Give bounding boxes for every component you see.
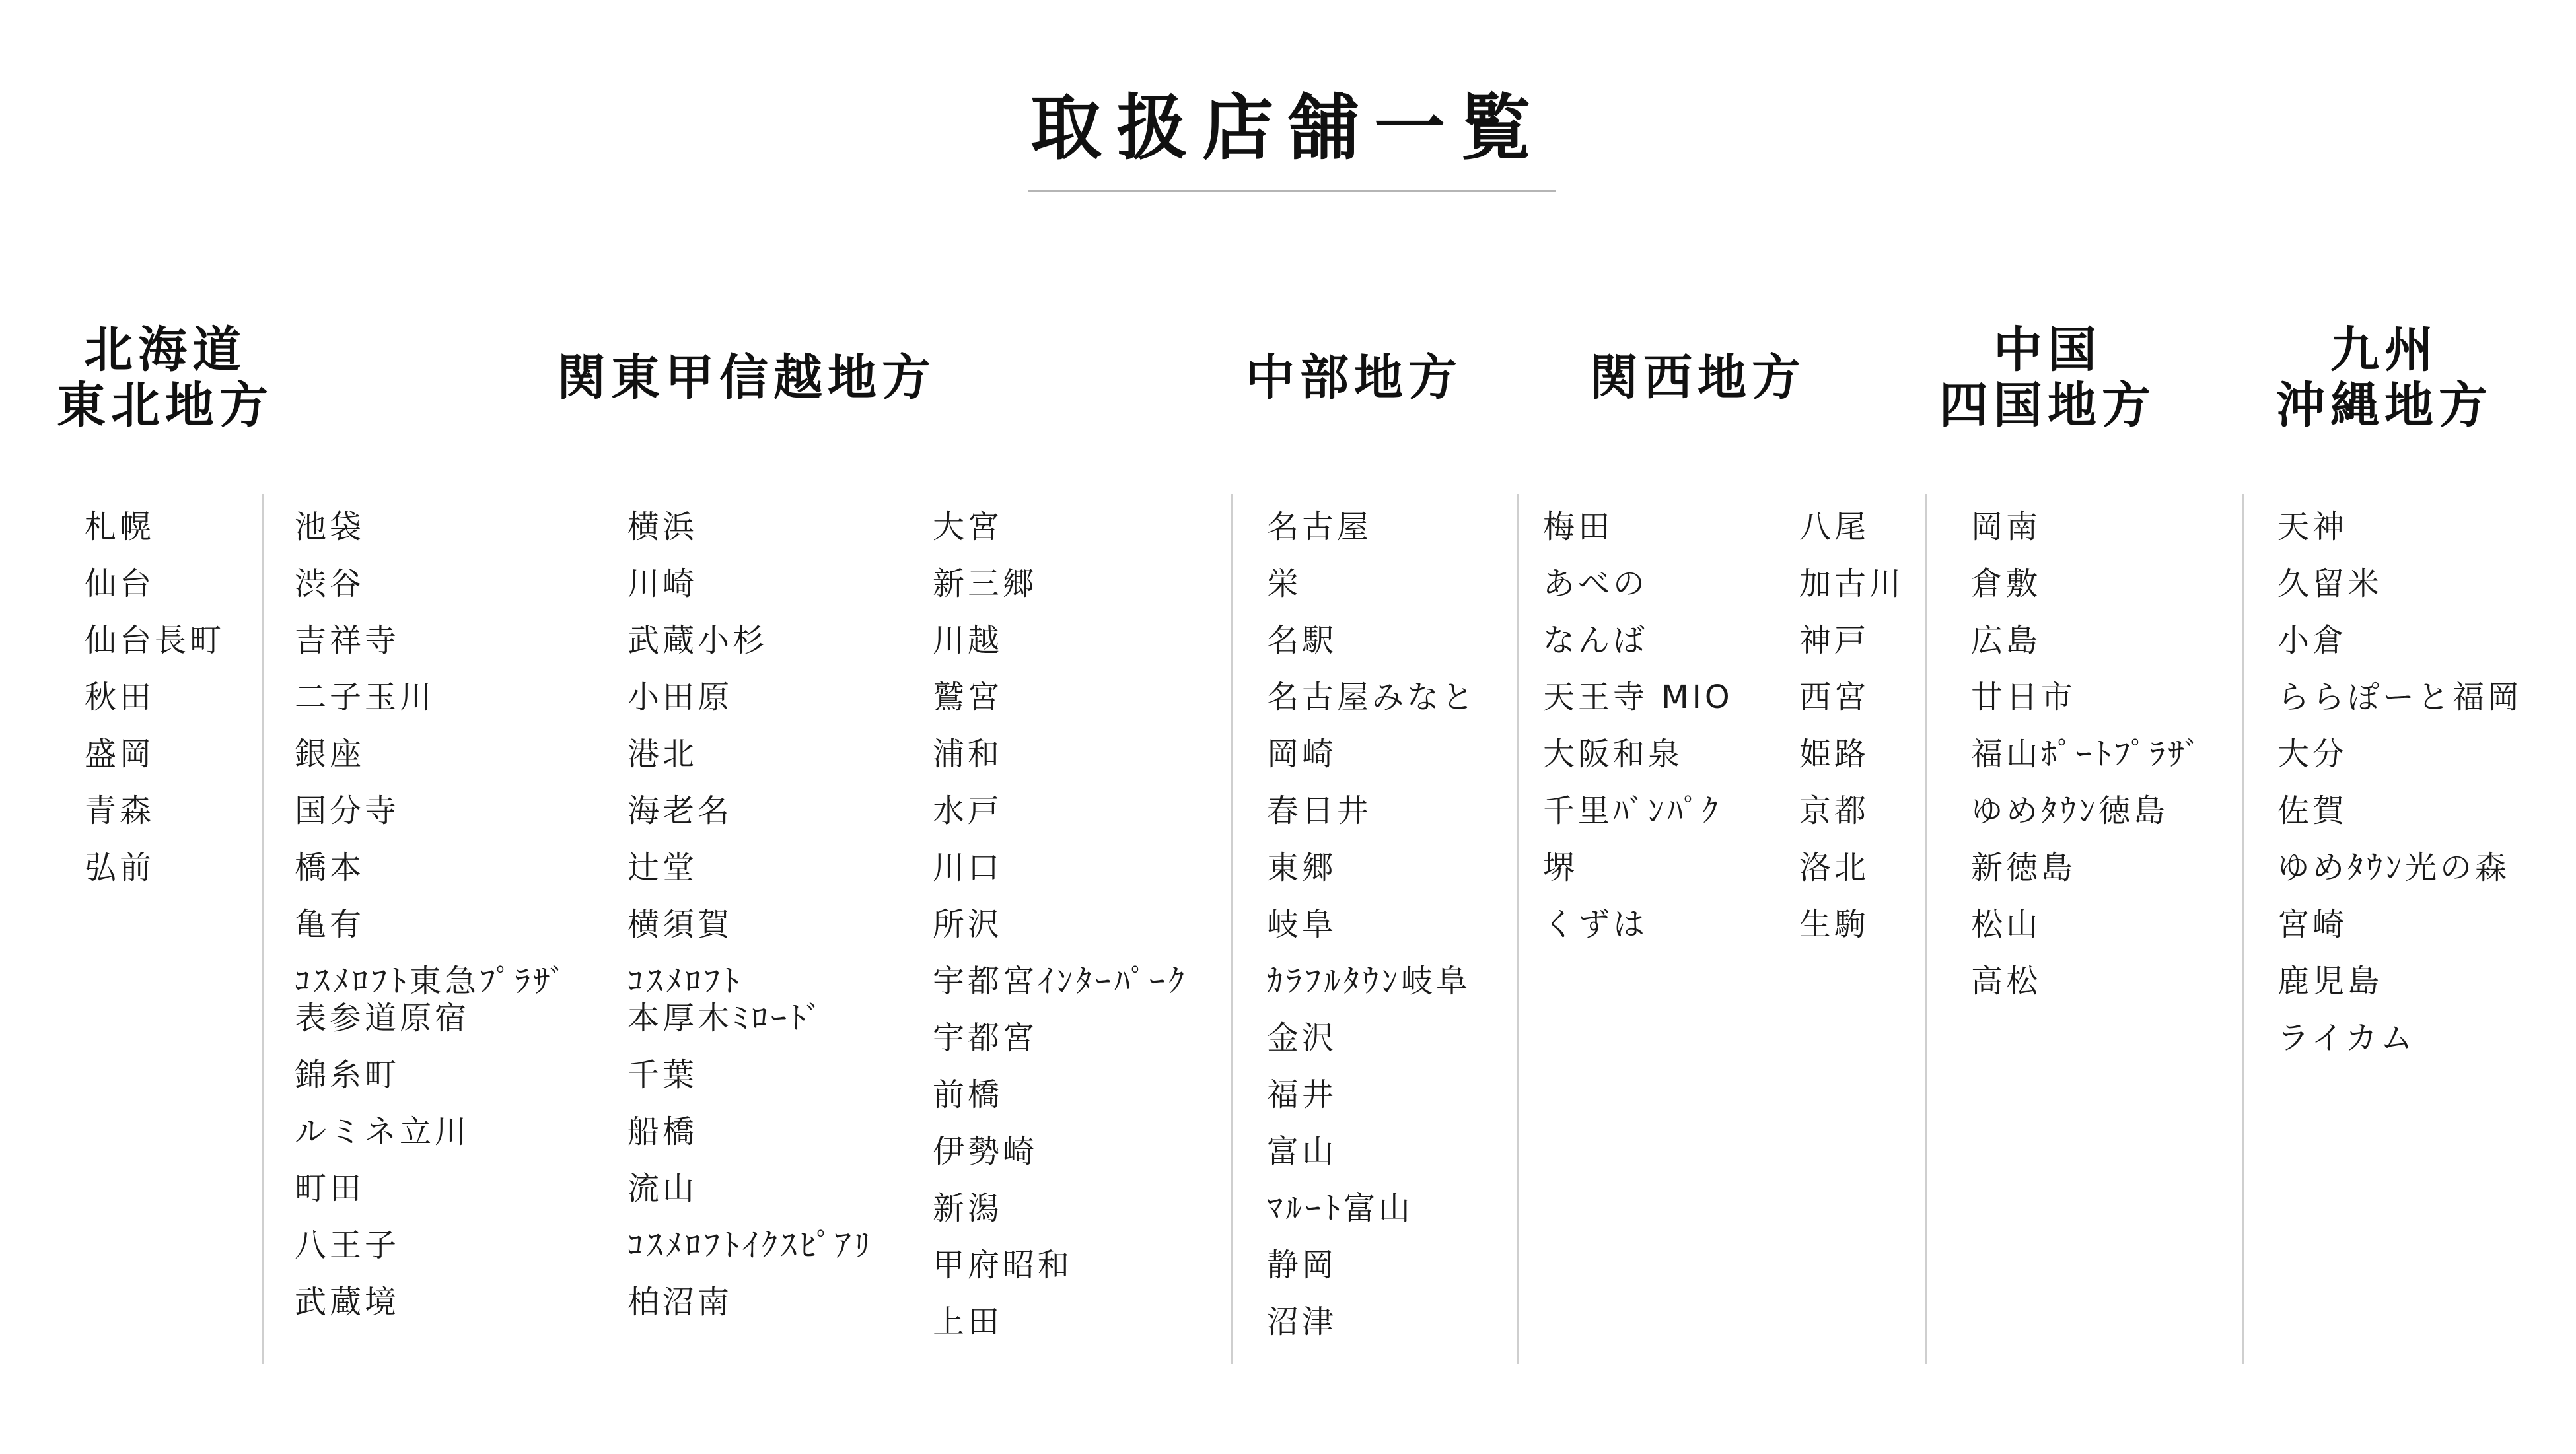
store-name: 佐賀: [2277, 792, 2348, 829]
store-name: ｺｽﾒﾛﾌﾄｲｸｽﾋﾟｱﾘ: [627, 1227, 874, 1264]
store-name: 鹿児島: [2277, 963, 2383, 1000]
store-name: 生駒: [1799, 906, 1870, 943]
store-name: 青森: [85, 792, 155, 829]
store-name: 沼津: [1267, 1303, 1338, 1340]
store-name: 洛北: [1799, 849, 1870, 886]
store-name: 福山ﾎﾟｰﾄﾌﾟﾗｻﾞ: [1971, 736, 2204, 773]
store-name: 札幌: [85, 508, 155, 545]
store-name: 広島: [1971, 622, 2042, 659]
store-name: 名古屋: [1267, 508, 1373, 545]
column-divider: [1231, 494, 1233, 1364]
store-name: 町田: [295, 1170, 365, 1207]
store-name: 上田: [933, 1303, 1003, 1340]
store-name: 橋本: [295, 849, 365, 886]
region-heading-kansai: [1572, 350, 1823, 405]
column-divider: [1517, 494, 1519, 1364]
region-heading-chubu: [1229, 350, 1480, 405]
store-name: なんば: [1543, 622, 1649, 659]
store-name: 倉敷: [1971, 565, 2042, 602]
store-list-kanto-1: [295, 508, 569, 1340]
store-name: 秋田: [85, 679, 155, 716]
store-name: 横浜: [627, 508, 698, 545]
store-name: 盛岡: [85, 736, 155, 773]
store-name: 柏沼南: [627, 1284, 733, 1321]
store-name: 小田原: [627, 679, 733, 716]
store-list-kanto-2: [627, 508, 873, 1340]
store-name: 辻堂: [627, 849, 698, 886]
store-name: ルミネ立川: [295, 1113, 470, 1150]
store-name: ゆめﾀｳﾝ光の森: [2277, 849, 2511, 886]
store-name: 松山: [1971, 906, 2042, 943]
column-divider: [262, 494, 264, 1364]
store-name: 金沢: [1267, 1020, 1338, 1056]
store-name: 川口: [933, 849, 1003, 886]
store-name: 西宮: [1799, 679, 1870, 716]
store-name: 仙台長町: [85, 622, 225, 659]
store-name: 船橋: [627, 1113, 698, 1150]
store-name: 天王寺 MIO: [1543, 679, 1733, 716]
store-name: 久留米: [2277, 565, 2383, 602]
store-name: 高松: [1971, 963, 2042, 1000]
store-name: 神戸: [1799, 622, 1870, 659]
store-name: 八尾: [1799, 508, 1870, 545]
store-name: 大宮: [933, 508, 1003, 545]
store-name: 甲府昭和: [933, 1247, 1073, 1284]
column-divider: [1925, 494, 1927, 1364]
store-name: 鷲宮: [933, 679, 1003, 716]
store-name: 天神: [2277, 508, 2348, 545]
store-name: 宮崎: [2277, 906, 2348, 943]
store-name: 水戸: [933, 792, 1003, 829]
region-heading-line: 関東甲信越地方: [557, 349, 936, 406]
store-name: 伊勢崎: [933, 1133, 1038, 1170]
store-name: 大分: [2277, 736, 2348, 773]
store-name: くずは: [1543, 906, 1649, 943]
store-name: 川崎: [627, 565, 698, 602]
store-name: 武蔵小杉: [627, 622, 768, 659]
region-heading-line: 沖縄地方: [2276, 377, 2493, 434]
title-underline: [1028, 190, 1556, 192]
region-heading-kanto-koshinetsu: [515, 350, 978, 405]
store-list-hokkaido-tohoku: [85, 508, 225, 906]
region-heading-line: 東北地方: [57, 377, 273, 434]
store-name: ゆめﾀｳﾝ徳島: [1971, 792, 2169, 829]
store-name: 新三郷: [933, 565, 1038, 602]
store-name: あべの: [1543, 565, 1649, 602]
store-name: 東郷: [1267, 849, 1338, 886]
store-name: 海老名: [627, 792, 733, 829]
store-list-chugoku-shikoku: [1971, 508, 2203, 1020]
store-list-kanto-3: [933, 508, 1188, 1360]
region-heading-line: 四国地方: [1939, 377, 2156, 434]
store-name: 新徳島: [1971, 849, 2077, 886]
store-name: 国分寺: [295, 792, 400, 829]
store-name: ｶﾗﾌﾙﾀｳﾝ岐阜: [1267, 963, 1472, 1000]
store-list-chubu: [1267, 508, 1477, 1360]
store-name: 福井: [1267, 1076, 1338, 1113]
store-list-kansai-1: [1543, 508, 1733, 963]
store-name: 廿日市: [1971, 679, 2077, 716]
store-list-kyushu-okinawa: [2277, 508, 2522, 1076]
store-name: 仙台: [85, 565, 155, 602]
page-title: 取扱店舗一覧: [1030, 87, 1546, 170]
region-heading-chugoku-shikoku: [1929, 322, 2166, 433]
store-name: 流山: [627, 1170, 698, 1207]
region-heading-line: 九州: [2330, 322, 2439, 378]
region-heading-kyushu-okinawa: [2266, 322, 2503, 433]
store-name: 千里ﾊﾞﾝﾊﾟｸ: [1543, 792, 1722, 829]
store-name: 岐阜: [1267, 906, 1338, 943]
store-name: 池袋: [295, 508, 365, 545]
store-name: 弘前: [85, 849, 155, 886]
store-name: 港北: [627, 736, 698, 773]
region-heading-line: 関西地方: [1589, 349, 1806, 406]
store-name: 栄: [1267, 565, 1303, 602]
store-name: 堺: [1543, 849, 1579, 886]
store-name: ｺｽﾒﾛﾌﾄ 本厚木ﾐﾛｰﾄﾞ: [627, 963, 826, 1037]
store-name: 亀有: [295, 906, 365, 943]
store-name: ﾏﾙｰﾄ富山: [1267, 1190, 1414, 1227]
store-name: 梅田: [1543, 508, 1614, 545]
store-name: 大阪和泉: [1543, 736, 1684, 773]
region-heading-line: 中国: [1993, 322, 2102, 378]
store-name: 宇都宮: [933, 1020, 1038, 1056]
store-name: 富山: [1267, 1133, 1338, 1170]
store-name: 京都: [1799, 792, 1870, 829]
store-name: ららぽーと福岡: [2277, 679, 2523, 716]
column-divider: [2242, 494, 2244, 1364]
store-name: ライカム: [2277, 1020, 2416, 1056]
store-name: 八王子: [295, 1227, 400, 1264]
store-name: 浦和: [933, 736, 1003, 773]
store-name: 加古川: [1799, 565, 1905, 602]
store-name: 姫路: [1799, 736, 1870, 773]
store-name: 川越: [933, 622, 1003, 659]
store-name: 渋谷: [295, 565, 365, 602]
store-name: 千葉: [627, 1056, 698, 1093]
store-name: 静岡: [1267, 1247, 1338, 1284]
store-name: 名駅: [1267, 622, 1338, 659]
store-name: 銀座: [295, 736, 365, 773]
store-name: 吉祥寺: [295, 622, 400, 659]
store-name: 新潟: [933, 1190, 1003, 1227]
store-name: 宇都宮ｲﾝﾀｰﾊﾟｰｸ: [933, 963, 1188, 1000]
region-heading-hokkaido-tohoku: [53, 322, 277, 433]
region-heading-line: 北海道: [84, 322, 246, 378]
store-name: 錦糸町: [295, 1056, 400, 1093]
store-name: ｺｽﾒﾛﾌﾄ東急ﾌﾟﾗｻﾞ 表参道原宿: [295, 963, 569, 1037]
store-name: 横須賀: [627, 906, 733, 943]
store-name: 小倉: [2277, 622, 2348, 659]
store-name: 岡南: [1971, 508, 2042, 545]
store-name: 武蔵境: [295, 1284, 400, 1321]
store-name: 春日井: [1267, 792, 1373, 829]
store-list-kansai-2: [1799, 508, 1904, 963]
region-heading-line: 中部地方: [1246, 349, 1462, 406]
store-name: 前橋: [933, 1076, 1003, 1113]
store-name: 名古屋みなと: [1267, 679, 1478, 716]
store-name: 二子玉川: [295, 679, 435, 716]
store-name: 所沢: [933, 906, 1003, 943]
store-name: 岡崎: [1267, 736, 1338, 773]
